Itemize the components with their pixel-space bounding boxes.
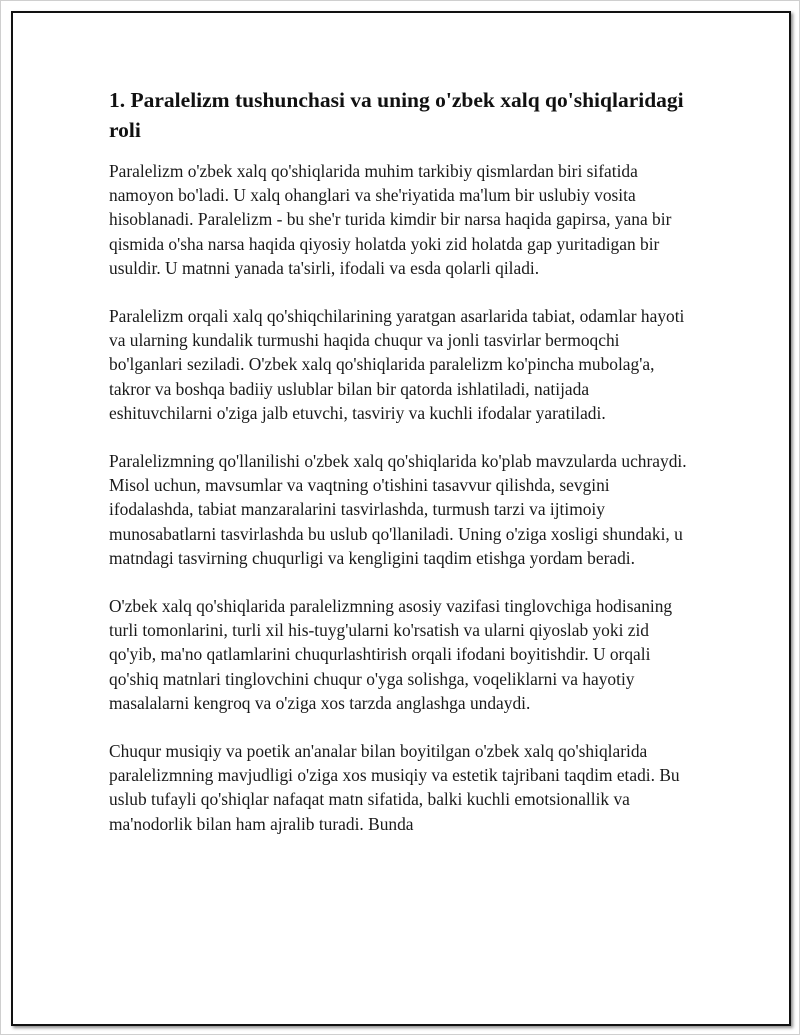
paragraph-4: O'zbek xalq qo'shiqlarida paralelizmning asosiy vazifasi tinglovchiga hodisaning turli tomonlarini, turli xil his-tuyg'ularni ko'rsatish va ularni qiyoslab yoki zid qo'yib, ma'no qatlamlarini chuqurlashtirish orqali ifodani boyitishdir. U orqali qo'shiq matnlari tinglovchini chuqur o'yga solishga, voqeliklarni va hayotiy masalalarni kengroq va o'ziga xos tarzda anglashga undaydi.: [109, 596, 673, 713]
paragraph-2: Paralelizm orqali xalq qo'shiqchilarining yaratgan asarlarida tabiat, odamlar hayoti va ularning kundalik turmushi haqida chuqur va jonli tasvirlar bermoqchi bo'lganlari seziladi. O'zbek xalq qo'shiqlarida paralelizm ko'pincha mubolag'a, takror va boshqa badiiy uslublar bilan bir qatorda ishlatiladi, natijada eshituvchilarni o'ziga jalb etuvchi, tasviriy va kuchli ifodalar yaratiladi.: [109, 306, 685, 423]
paragraph-5: Chuqur musiqiy va poetik an'analar bilan boyitilgan o'zbek xalq qo'shiqlarida paralelizmning mavjudligi o'ziga xos musiqiy va estetik tajribani taqdim etadi. Bu uslub tufayli qo'shiqlar nafaqat matn sifatida, balki kuchli emotsionallik va ma'nodorlik bilan ham ajralib turadi. Bunda: [109, 741, 680, 834]
section-heading: 1. Paralelizm tushunchasi va uning o'zbek xalq qo'shiqlaridagi roli: [109, 88, 684, 142]
paragraph-3: Paralelizmning qo'llanilishi o'zbek xalq qo'shiqlarida ko'plab mavzularda uchraydi. Misol uchun, mavsumlar va vaqtning o'tishini tasavvur qilishda, sevgini ifodalashda, tabiat manzaralarini tasvirlashda, turmush tarzi va ijtimoiy munosabatlarni tasvirlashda bu uslub qo'llaniladi. Uning o'ziga xosligi shundaki, u matndagi tasvirning chuqurligi va kengligini taqdim etishga yordam beradi.: [109, 451, 687, 568]
paragraph-1: Paralelizm o'zbek xalq qo'shiqlarida muhim tarkibiy qismlardan biri sifatida namoyon bo'ladi. U xalq ohanglari va she'riyatida ma'lum bir uslubiy vosita hisoblanadi. Paralelizm - bu she'r turida kimdir bir narsa haqida gapirsa, yana bir qismida o'sha narsa haqida qiyosiy holatda yoki zid holatda gap yuritadigan bir usuldir. U matnni yanada ta'sirli, ifodali va esda qolarli qiladi.: [109, 161, 672, 278]
document-body: [109, 85, 687, 860]
